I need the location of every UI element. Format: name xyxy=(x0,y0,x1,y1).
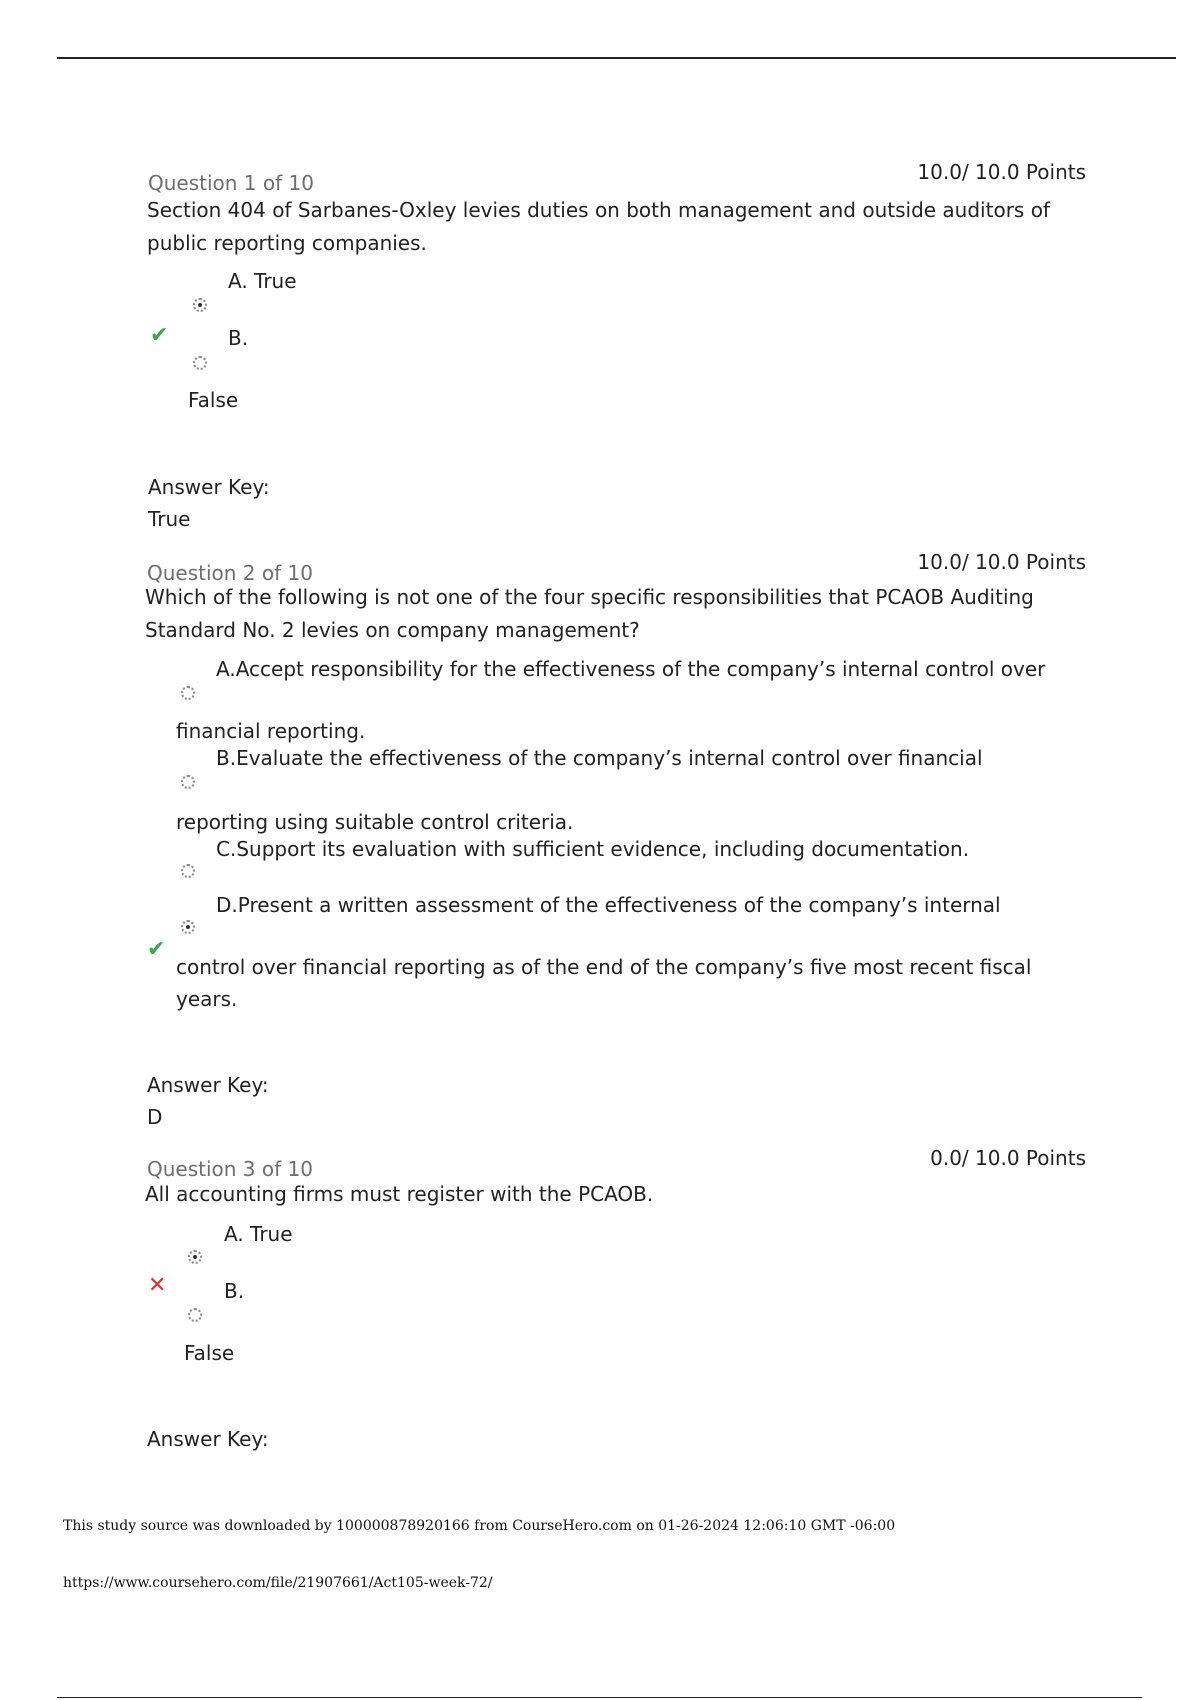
question-points: 0.0/ 10.0 Points xyxy=(930,1146,1086,1170)
question-text: Which of the following is not one of the four specific responsibilities that PCAOB Auditing Standard No. 2 levies on company management? xyxy=(145,585,1034,642)
option-b-label: B. xyxy=(224,1279,245,1303)
question-text: Section 404 of Sarbanes-Oxley levies duties on both management and outside auditors of public reporting companies. xyxy=(147,198,1050,255)
bottom-rule xyxy=(57,1697,1142,1698)
question-label: Question 2 of 10 xyxy=(147,561,313,585)
option-b-text: False xyxy=(184,1341,235,1365)
option-a-radio[interactable] xyxy=(181,686,195,700)
option-d-radio[interactable] xyxy=(181,920,195,934)
option-b-text: False xyxy=(188,388,239,412)
option-b-text-cont: reporting using suitable control criteria. xyxy=(176,810,574,834)
question-points: 10.0/ 10.0 Points xyxy=(917,550,1086,574)
question-points: 10.0/ 10.0 Points xyxy=(917,160,1086,184)
option-a-text-cont: financial reporting. xyxy=(176,719,366,743)
option-a-radio[interactable] xyxy=(188,1250,202,1264)
option-d-text-cont: control over financial reporting as of the end of the company’s five most recent fiscal xyxy=(176,955,1032,979)
option-a-label: A.Accept responsibility for the effectiveness of the company’s internal control over xyxy=(216,657,1046,681)
top-rule xyxy=(57,57,1176,59)
check-icon: ✔ xyxy=(147,937,166,962)
option-d-label: D.Present a written assessment of the effectiveness of the company’s internal xyxy=(216,893,1001,917)
option-b-label: B.Evaluate the effectiveness of the company’s internal control over financial xyxy=(216,746,983,770)
option-a-radio[interactable] xyxy=(193,298,207,312)
option-b-label: B. xyxy=(228,326,249,350)
answer-key-value: True xyxy=(148,507,191,531)
option-a-label: A. True xyxy=(228,269,297,293)
option-d-text-cont-2: years. xyxy=(176,987,238,1011)
option-b-radio[interactable] xyxy=(188,1308,202,1322)
question-text: All accounting firms must register with the PCAOB. xyxy=(145,1182,654,1206)
option-c-label: C.Support its evaluation with sufficient evidence, including documentation. xyxy=(216,837,970,861)
answer-key-value: D xyxy=(147,1105,163,1129)
source-url[interactable]: https://www.coursehero.com/file/21907661/Act105-week-72/ xyxy=(63,1575,493,1591)
answer-key-label: Answer Key: xyxy=(147,1427,269,1451)
check-icon: ✔ xyxy=(150,323,169,348)
option-b-radio[interactable] xyxy=(181,775,195,789)
answer-key-label: Answer Key: xyxy=(148,475,270,499)
question-label: Question 3 of 10 xyxy=(147,1157,313,1181)
answer-key-label: Answer Key: xyxy=(147,1073,269,1097)
x-icon: ✕ xyxy=(148,1273,167,1298)
option-c-radio[interactable] xyxy=(181,864,195,878)
option-a-label: A. True xyxy=(224,1222,293,1246)
download-notice: This study source was downloaded by 100000878920166 from CourseHero.com on 01-26-2024 12:06:10 GMT -06:00 xyxy=(63,1518,896,1534)
question-label: Question 1 of 10 xyxy=(148,171,314,195)
option-b-radio[interactable] xyxy=(193,356,207,370)
